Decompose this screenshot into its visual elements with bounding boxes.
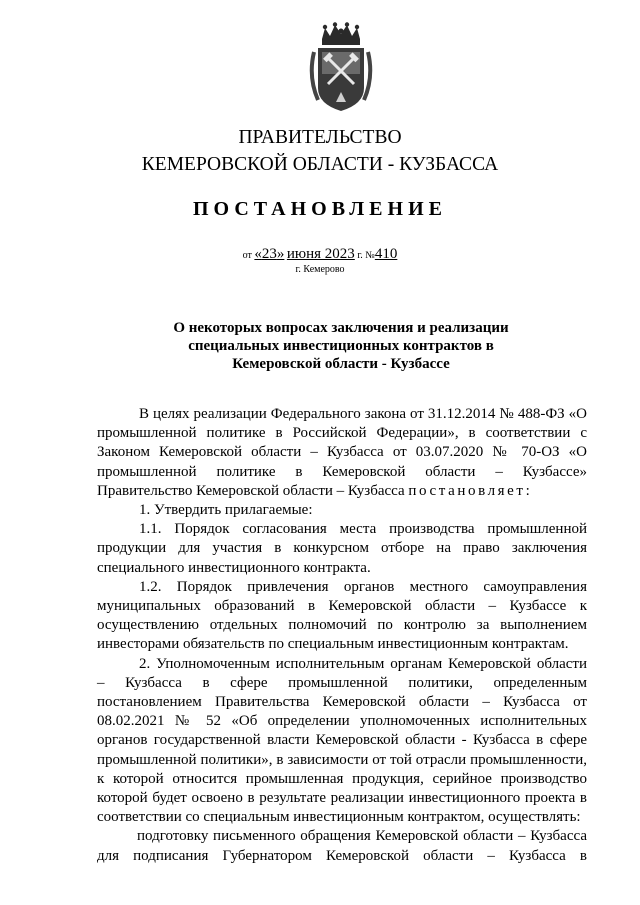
- from-label: от: [242, 250, 252, 261]
- item-1-2: 1.2. Порядок привлечения органов местного самоуправления муниципальных образований в Кемеровской области – Кузбассе к осуществлению отдельных полномочий по контролю за выполнением инвесторами обязательств по специальным инвестиционным контрактам.: [97, 578, 587, 653]
- coat-of-arms-icon: [306, 22, 376, 114]
- quote-close: »: [276, 246, 285, 262]
- quote-open: «: [254, 246, 262, 262]
- intro-paragraph: [97, 405, 587, 501]
- item-1-1: 1.1. Порядок согласования места производства промышленной продукции для участия в конкурсном отборе на право заключения специального инвестиционного контракта.: [97, 521, 587, 576]
- decree-day: 23: [261, 246, 277, 262]
- document-body: [97, 405, 587, 866]
- decree-heading: ПОСТАНОВЛЕНИЕ: [193, 198, 447, 220]
- government-line-1: ПРАВИТЕЛЬСТВО: [238, 127, 402, 148]
- decree-date-number: [0, 247, 640, 262]
- title-line-2: специальных инвестиционных контрактов в: [188, 338, 494, 354]
- title-line-1: О некоторых вопросах заключения и реализации: [173, 320, 509, 336]
- intro-text: В целях реализации Федерального закона от 31.12.2014 № 488-ФЗ «О промышленной политике в Российской Федерации», в соответствии с Законом Кемеровской области – Кузбасса от 03.07.2020 № 70-ОЗ «О промышленной политике в Кемеровской области – Кузбассе» Правительство Кемеровской области – Кузбасса: [97, 406, 587, 499]
- decree-month-year: июня 2023: [286, 246, 355, 262]
- city-label: г. Кемерово: [295, 264, 345, 275]
- item-2-subparagraph: подготовку письменного обращения Кемеровской области – Кузбасса для подписания Губернатором Кемеровской области – Кузбасса в: [97, 828, 587, 864]
- year-suffix: г.: [357, 250, 363, 261]
- document-title: [140, 319, 542, 373]
- number-label: №: [365, 250, 375, 261]
- title-line-3: Кемеровской области - Кузбассе: [232, 356, 450, 372]
- government-line-2: КЕМЕРОВСКОЙ ОБЛАСТИ - КУЗБАССА: [141, 154, 499, 175]
- item-2: 2. Уполномоченным исполнительным органам Кемеровской области – Кузбасса в сфере промышленной политики, определенным постановлением Правительства Кемеровской области – Кузбасса от 08.02.2021 № 52 «Об определении уполномоченных исполнительных органов государственной власти Кемеровской области - Кузбасса в сфере промышленной политики», в зависимости от той отрасли промышленности, к которой относится промышленная продукция, серийное производство которой будет освоено в результате реализации инвестиционного проекта в соответствии со специальным инвестиционным контрактом, осуществлять:: [97, 655, 587, 826]
- resolves-word: постановляет:: [408, 482, 533, 499]
- decree-number: 410: [374, 246, 398, 262]
- item-1: 1. Утвердить прилагаемые:: [139, 502, 313, 519]
